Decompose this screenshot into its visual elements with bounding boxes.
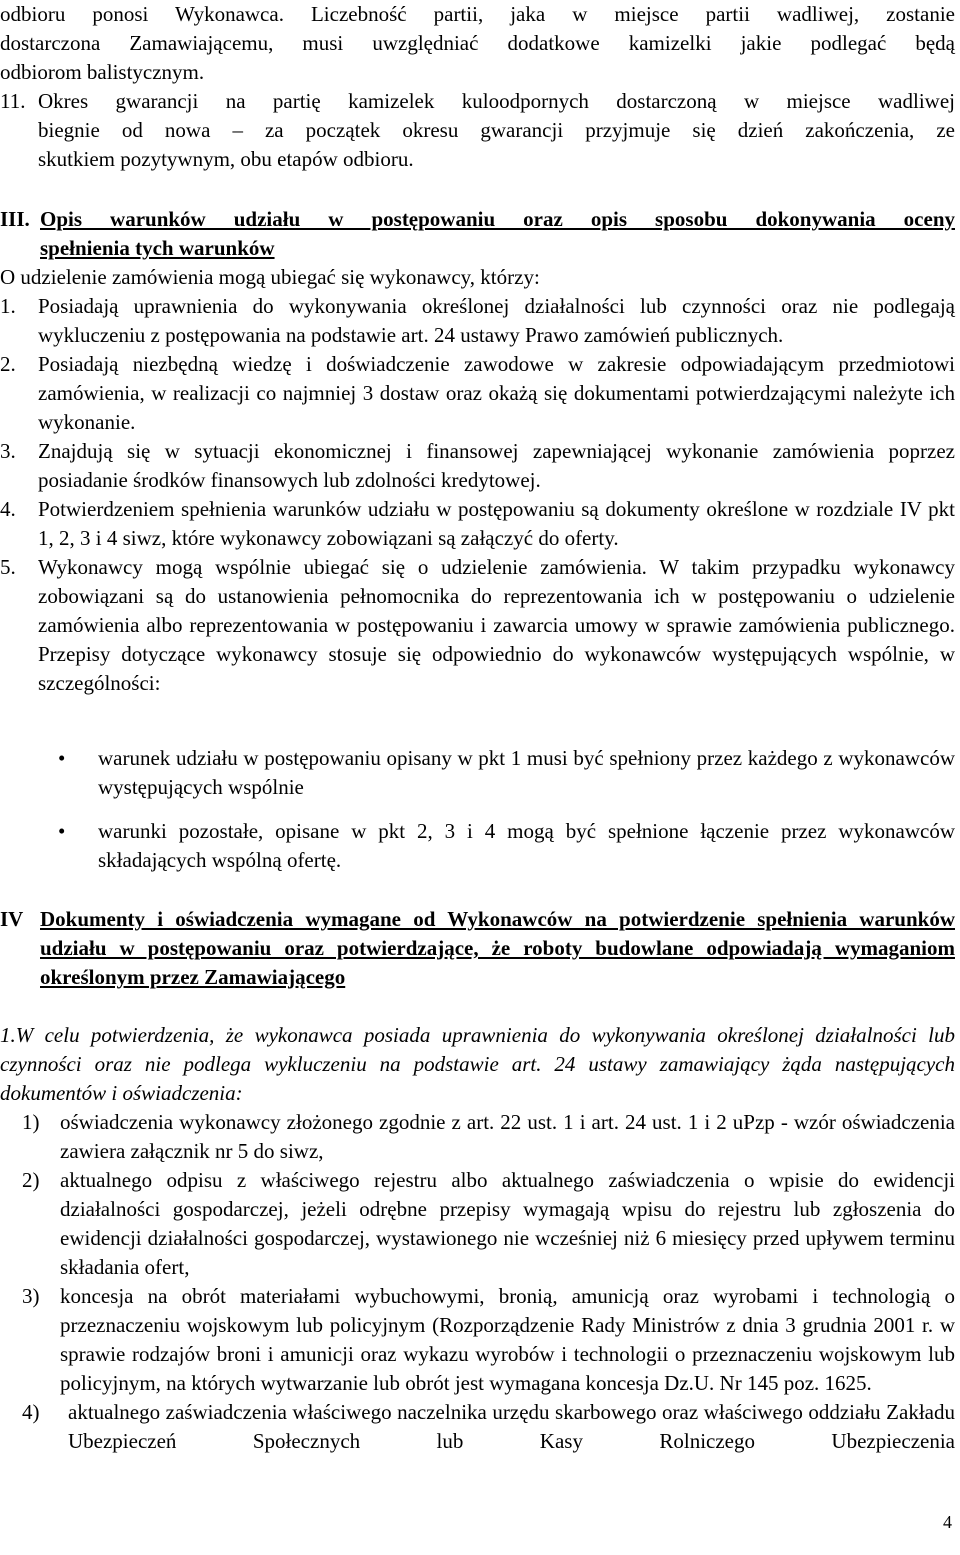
list-item-number: 5. (0, 555, 16, 579)
bullet-item (0, 817, 955, 875)
point-11-number: 11. (0, 89, 26, 113)
section-3-number: III. (0, 207, 30, 231)
list-item (0, 292, 955, 350)
section-4-number: IV (0, 907, 24, 931)
list-item-number: 3) (22, 1284, 40, 1308)
list-item (0, 350, 955, 437)
list-item-text: aktualnego zaświadczenia właściwego naczelnika urzędu skarbowego oraz właściwego oddziału Zakładu Ubezpieczeń Społecznych lub Kasy Rolniczego Ubezpieczenia (68, 1400, 955, 1453)
section-3-heading (0, 205, 955, 263)
point-11-line-1: Okres gwarancji na partię kamizelek kuloodpornych dostarczoną w miejsce wadliwej (38, 89, 955, 113)
section-3-title-line-1: Opis warunków udziału w postępowaniu oraz opis sposobu dokonywania oceny (40, 207, 955, 231)
continued-line-1: odbioru ponosi Wykonawca. Liczebność partii, jaka w miejsce partii wadliwej, zostanie (0, 2, 955, 26)
list-item (0, 1282, 955, 1398)
bullet-glyph: • (58, 819, 66, 843)
list-item (0, 1166, 955, 1282)
section-4-list (0, 1108, 955, 1456)
section-4-intro-block (0, 1021, 955, 1108)
list-item (0, 1398, 955, 1456)
section-4-title: Dokumenty i oświadczenia wymagane od Wykonawców na potwierdzenie spełnienia warunków udziału w postępowaniu oraz potwierdzające, że roboty budowlane odpowiadają wymaganiom określonym przez Zamawiającego (40, 907, 955, 989)
section-3-title-line-2: spełnienia tych warunków (40, 236, 275, 260)
bullet-list (0, 744, 955, 802)
list-item-number: 1. (0, 294, 16, 318)
bullet-list-2 (0, 817, 955, 875)
section-4-intro: 1.W celu potwierdzenia, że wykonawca posiada uprawnienia do wykonywania określonej działalności lub czynności oraz nie podlega wykluczeniu na podstawie art. 24 ustawy zamawiający żąda następujących dokumentów i oświadczenia: (0, 1023, 955, 1105)
list-item-text: aktualnego odpisu z właściwego rejestru albo aktualnego zaświadczenia o wpisie do ewidencji działalności gospodarczej, jeżeli odrębne przepisy wymagają wpisu do rejestru lub zgłoszenia do ewidencji działalności gospodarczej, wystawionego nie wcześniej niż 6 miesięcy przed upływem terminu składania ofert, (60, 1168, 955, 1279)
list-item-text: oświadczenia wykonawcy złożonego zgodnie z art. 22 ust. 1 i art. 24 ust. 1 i 2 uPzp - wzór oświadczenia zawiera załącznik nr 5 do siwz, (60, 1110, 955, 1163)
continued-paragraph (0, 0, 955, 87)
page-number: 4 (943, 1512, 952, 1532)
point-11-line-2: biegnie od nowa – za początek okresu gwarancji przyjmuje się dzień zakończenia, ze (38, 118, 955, 142)
point-11 (0, 87, 955, 174)
list-item-number: 4. (0, 497, 16, 521)
continued-line-3: odbiorom balistycznym. (0, 60, 205, 84)
list-item-number: 3. (0, 439, 16, 463)
section-3-intro: O udzielenie zamówienia mogą ubiegać się wykonawcy, którzy: (0, 265, 540, 289)
list-item-text: Potwierdzeniem spełnienia warunków udziału w postępowaniu są dokumenty określone w rozdziale IV pkt 1, 2, 3 i 4 siwz, które wykonawcy zobowiązani są załączyć do oferty. (38, 497, 955, 550)
continued-line-2: dostarczona Zamawiającemu, musi uwzględniać dodatkowe kamizelki jakie podlegać będą (0, 31, 955, 55)
list-item-number: 2) (22, 1168, 40, 1192)
bullet-text: warunek udziału w postępowaniu opisany w pkt 1 musi być spełniony przez każdego z wykonawców występujących wspólnie (98, 746, 955, 799)
list-item-number: 1) (22, 1110, 40, 1134)
list-item-text: koncesja na obrót materiałami wybuchowymi, bronią, amunicją oraz wyrobami i technologią o przeznaczeniu wojskowym lub policyjnym (Rozporządzenie Rady Ministrów z dnia 3 grudnia 2001 r. w sprawie rodzajów broni i amunicji oraz wykazu wyrobów i technologii o przeznaczeniu wojskowym lub policyjnym, na których wytwarzanie lub obrót jest wymagana koncesja Dz.U. Nr 145 poz. 1625. (60, 1284, 955, 1395)
section-4 (0, 905, 955, 992)
list-item (0, 553, 955, 698)
list-item (0, 495, 955, 553)
bullet-text: warunki pozostałe, opisane w pkt 2, 3 i 4 mogą być spełnione łączenie przez wykonawców składających wspólną ofertę. (98, 819, 955, 872)
section-3-list (0, 292, 955, 698)
section-4-heading (0, 905, 955, 992)
point-11-line-3: skutkiem pozytywnym, obu etapów odbioru. (38, 147, 414, 171)
list-item-text: Znajdują się w sytuacji ekonomicznej i finansowej zapewniającej wykonanie zamówienia poprzez posiadanie środków finansowych lub zdolności kredytowej. (38, 439, 955, 492)
list-item (0, 437, 955, 495)
list-item-text: Wykonawcy mogą wspólnie ubiegać się o udzielenie zamówienia. W takim przypadku wykonawcy zobowiązani są do ustanowienia pełnomocnika do reprezentowania ich w postępowaniu o udzielenie zamówienia albo reprezentowania w postępowaniu i zawarcia umowy w sprawie zamówienia publicznego. Przepisy dotyczące wykonawcy stosuje się odpowiednio do wykonawców występujących wspólnie, w szczególności: (38, 555, 955, 695)
bullet-item (0, 744, 955, 802)
list-item-number: 4) (22, 1400, 40, 1424)
bullet-glyph: • (58, 746, 66, 770)
list-item-text: Posiadają niezbędną wiedzę i doświadczenie zawodowe w zakresie odpowiadającym przedmiotowi zamówienia, w realizacji co najmniej 3 dostaw oraz okażą się dokumentami potwierdzającymi należyte ich wykonanie. (38, 352, 955, 434)
section-3 (0, 205, 955, 292)
list-item (0, 1108, 955, 1166)
list-item-number: 2. (0, 352, 16, 376)
list-item-text: Posiadają uprawnienia do wykonywania określonej działalności lub czynności oraz nie podlegają wykluczeniu z postępowania na podstawie art. 24 ustawy Prawo zamówień publicznych. (38, 294, 955, 347)
